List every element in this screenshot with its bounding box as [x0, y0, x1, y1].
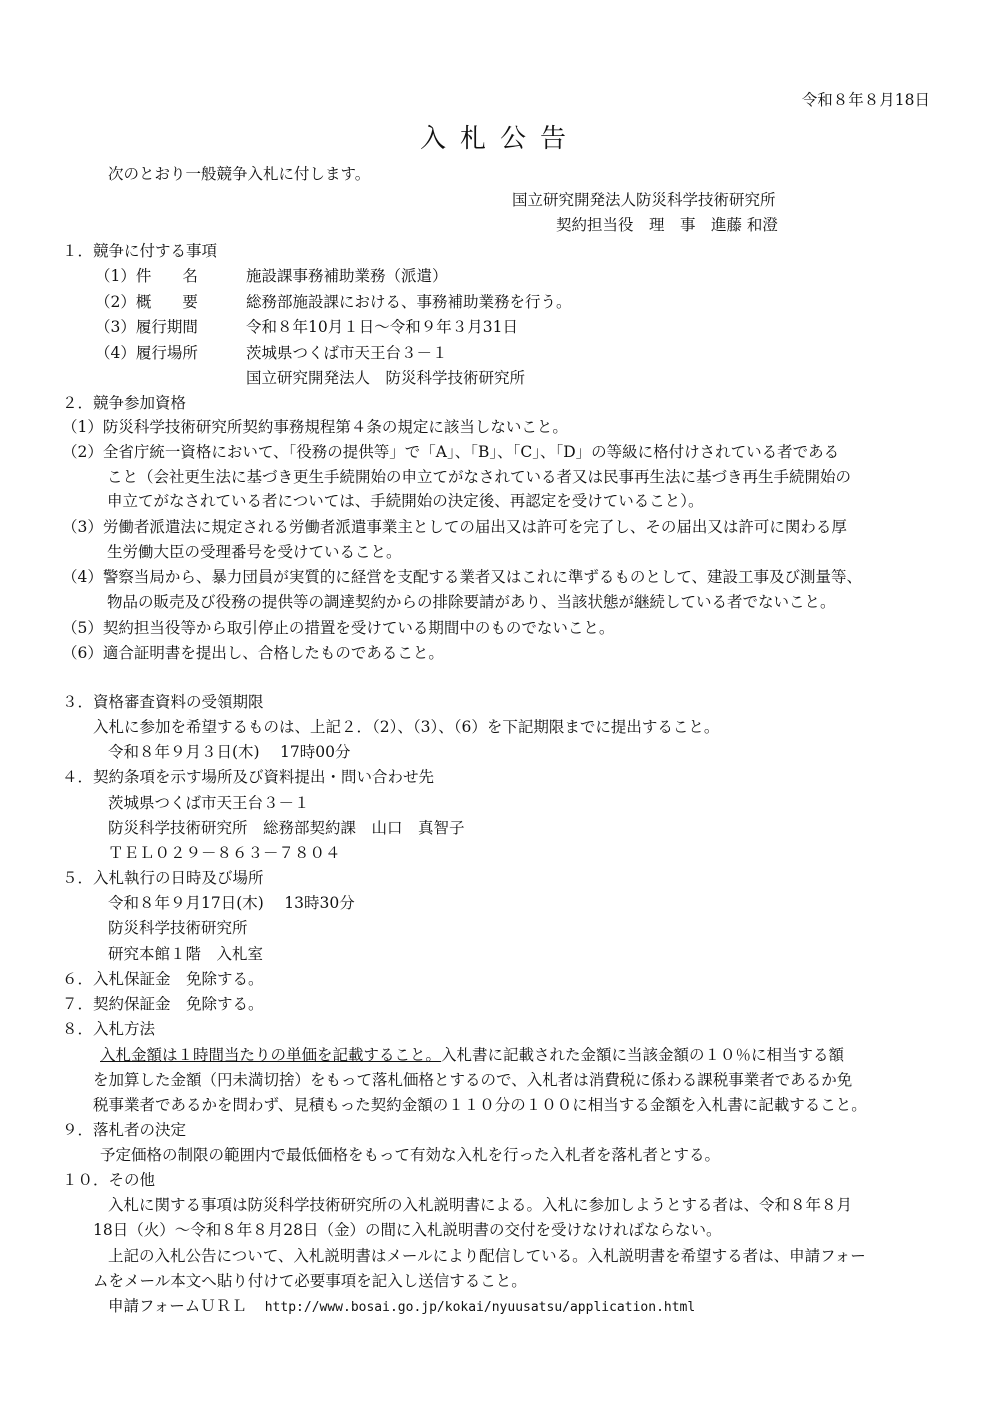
section-5-heading: ５．入札執行の日時及び場所	[62, 869, 264, 887]
qualification-line: こと（会社更生法に基づき更生手続開始の申立てがなされている者又は民事再生法に基づき再生手続開始の	[107, 468, 852, 486]
qualification-line: 物品の販売及び役務の提供等の調達契約からの排除要請があり、当該状態が継続している者でないこと。	[107, 593, 836, 611]
section-9-heading: ９．落札者の決定	[62, 1121, 187, 1139]
item-location-value-2: 国立研究開発法人 防災科学技術研究所	[246, 369, 526, 387]
bid-method-line	[100, 1045, 844, 1065]
item-summary-value: 総務部施設課における、事務補助業務を行う。	[246, 293, 572, 311]
qualification-line: （5）契約担当役等から取引停止の措置を受けている期間中のものでないこと。	[62, 619, 615, 637]
section-2-heading: ２．競争参加資格	[62, 394, 187, 412]
notice-date: 令和８年８月18日	[801, 91, 930, 109]
application-form-url[interactable]: http://www.bosai.go.jp/kokai/nyuusatsu/application.html	[264, 1300, 696, 1315]
bid-datetime: 令和８年９月17日(木) 13時30分	[108, 894, 355, 912]
section-10-heading: １０．その他	[62, 1171, 156, 1189]
organization-name: 国立研究開発法人防災科学技術研究所	[512, 191, 776, 209]
item-period-value: 令和８年10月１日～令和９年３月31日	[246, 318, 518, 336]
item-location-value-1: 茨城県つくば市天王台３－１	[246, 344, 448, 362]
qualification-line: （2）全省庁統一資格において、「役務の提供等」で「A」、「B」、「C」、「D」の等級に格付けされている者である	[62, 443, 840, 461]
item-summary-label: （2）概 要	[95, 293, 198, 311]
section-7-heading: ７．契約保証金 免除する。	[62, 995, 264, 1013]
section-8-heading: ８．入札方法	[62, 1020, 156, 1038]
other-text-line: 18日（火）～令和８年８月28日（金）の間に入札説明書の交付を受けなければならない。	[93, 1221, 722, 1239]
application-form-url-line	[108, 1296, 695, 1318]
section-6-heading: ６．入札保証金 免除する。	[62, 970, 264, 988]
other-text-line: 上記の入札公告について、入札説明書はメールにより配信している。入札説明書を希望する者は、申請フォー	[108, 1247, 866, 1265]
bid-method-emphasis: 入札金額は１時間当たりの単価を記載すること。	[100, 1046, 442, 1064]
item-location-label: （4）履行場所	[95, 344, 198, 362]
signer-name: 契約担当役 理 事 進藤 和澄	[556, 216, 778, 234]
qualification-line: 申立てがなされている者については、手続開始の決定後、再認定を受けていること）。	[107, 492, 704, 510]
qualification-line: （1）防災科学技術研究所契約事務規程第４条の規定に該当しないこと。	[62, 418, 568, 436]
contact-person: 防災科学技術研究所 総務部契約課 山口 真智子	[108, 819, 465, 837]
item-name-label: （1）件 名	[95, 267, 198, 285]
other-text-line: ムをメール本文へ貼り付けて必要事項を記入し送信すること。	[93, 1272, 527, 1290]
qualification-line: （4）警察当局から、暴力団員が実質的に経営を支配する業者又はこれに準ずるものとして、建設工事及び測量等、	[62, 568, 863, 586]
deadline-datetime: 令和８年９月３日(木) 17時00分	[108, 743, 351, 761]
bid-place-org: 防災科学技術研究所	[108, 919, 248, 937]
item-name-value: 施設課事務補助業務（派遣）	[246, 267, 448, 285]
contact-address: 茨城県つくば市天王台３－１	[108, 794, 310, 812]
page-title: 入札公告	[419, 124, 580, 154]
bid-place-room: 研究本館１階 入札室	[108, 945, 264, 963]
section-3-heading: ３．資格審査資料の受領期限	[62, 693, 264, 711]
qualification-line: 生労働大臣の受理番号を受けていること。	[107, 543, 402, 561]
application-form-url-label: 申請フォームＵＲＬ	[108, 1297, 247, 1315]
contact-phone: ＴＥＬ０２９－８６３－７８０４	[108, 844, 341, 862]
winner-decision-text: 予定価格の制限の範囲内で最低価格をもって有効な入札を行った入札者を落札者とする。	[100, 1146, 721, 1164]
bid-method-line: 税事業者であるかを問わず、見積もった契約金額の１１０分の１００に相当する金額を入札書に記載すること。	[93, 1096, 867, 1114]
bid-method-text: 入札書に記載された金額に当該金額の１０％に相当する額	[441, 1046, 845, 1064]
item-period-label: （3）履行期間	[95, 318, 198, 336]
bid-method-line: を加算した金額（円未満切捨）をもって落札価格とするので、入札者は消費税に係わる課税事業者であるか免	[93, 1071, 853, 1089]
qualification-line: （6）適合証明書を提出し、合格したものであること。	[62, 644, 444, 662]
other-text-line: 入札に関する事項は防災科学技術研究所の入札説明書による。入札に参加しようとする者は、令和８年８月	[108, 1196, 853, 1214]
section-3-text: 入札に参加を希望するものは、上記２．（2）、（3）、（6）を下記期限までに提出すること。	[93, 718, 720, 736]
qualification-line: （3）労働者派遣法に規定される労働者派遣事業主としての届出又は許可を完了し、その届出又は許可に関わる厚	[62, 518, 847, 536]
section-4-heading: ４．契約条項を示す場所及び資料提出・問い合わせ先	[62, 768, 435, 786]
section-1-heading: １．競争に付する事項	[62, 242, 218, 260]
intro-text: 次のとおり一般競争入札に付します。	[108, 165, 371, 183]
